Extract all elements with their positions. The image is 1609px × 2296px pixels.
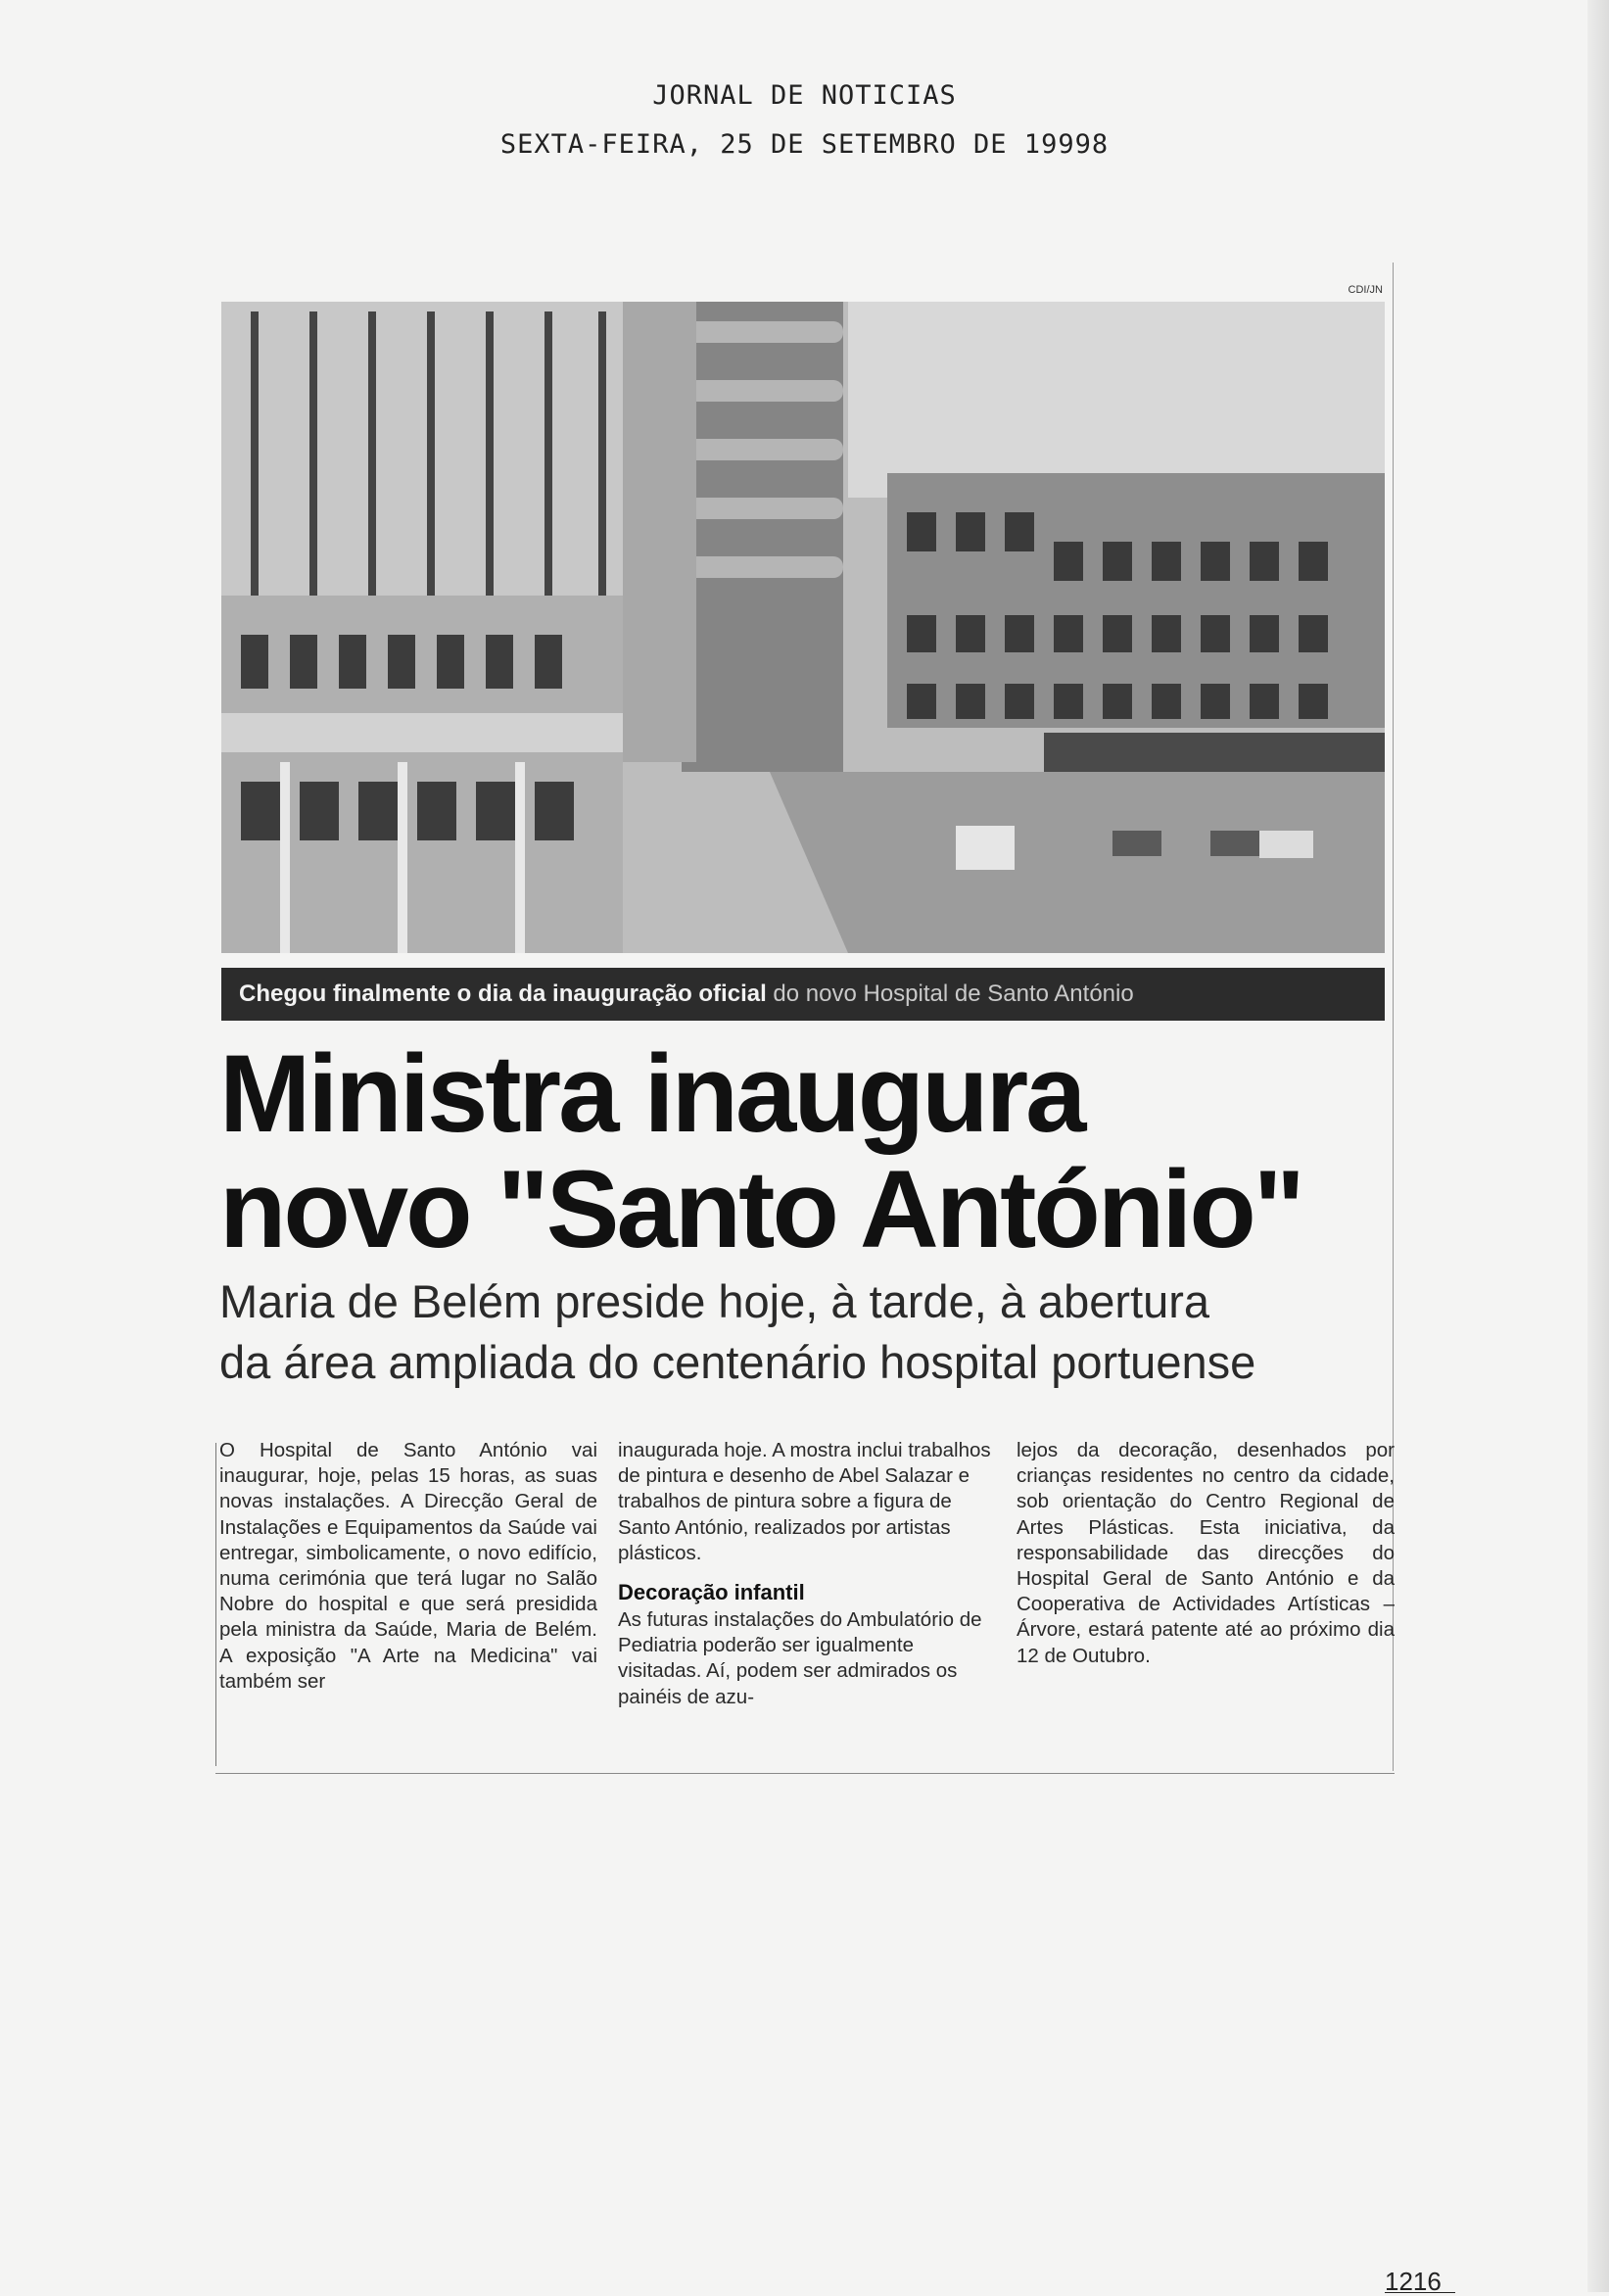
caption-bold: Chegou finalmente o dia da inauguração oficial xyxy=(239,981,767,1007)
publication-date: SEXTA-FEIRA, 25 DE SETEMBRO DE 19998 xyxy=(499,129,1110,160)
article-column-1 xyxy=(219,1438,597,1761)
caption-regular: do novo Hospital de Santo António xyxy=(773,981,1134,1007)
article-body xyxy=(219,1438,1395,1761)
page-number: 1216 xyxy=(1385,2271,1455,2293)
headline-line-1: Ministra inaugura xyxy=(219,1032,1084,1155)
column-1-text: O Hospital de Santo António vai inaugurar, hoje, pelas 15 horas, as suas novas instalações. A Direcção Geral de Instalações e Equipamentos da Saúde vai entregar, simbolicamente, o novo edifício, numa cerimónia que terá lugar no Salão Nobre do hospital e que será presidida pela ministra da Saúde, Maria de Belém. A exposição "A Arte na Medicina" vai também ser xyxy=(219,1439,597,1693)
section-heading: Decoração infantil xyxy=(618,1580,805,1605)
scan-edge xyxy=(1587,0,1609,2292)
subheadline-line-2: da área ampliada do centenário hospital portuense xyxy=(219,1336,1256,1388)
column-3-text: lejos da decoração, desenhados por crianças residentes no centro da cidade, sob orientação do Centro Regional de Artes Plásticas. Esta iniciativa, da responsabilidade das direcções do Hospital Geral de Santo António e da Cooperativa de Actividades Artísticas – Árvore, estará patente até ao próximo dia 12 de Outubro. xyxy=(1017,1439,1395,1667)
headline xyxy=(219,1032,1395,1270)
hospital-photo xyxy=(221,302,1385,953)
photo-caption xyxy=(221,968,1385,1021)
column-rule-left xyxy=(215,1443,216,1766)
article-column-3 xyxy=(1017,1438,1395,1761)
column-2-text: inaugurada hoje. A mostra inclui trabalhos de pintura e desenho de Abel Salazar e trabalhos de pintura sobre a figura de Santo António, realizados por artistas plásticos. xyxy=(618,1439,991,1564)
subheadline-line-1: Maria de Belém preside hoje, à tarde, à abertura xyxy=(219,1275,1210,1327)
newspaper-name: JORNAL DE NOTICIAS xyxy=(652,80,957,111)
photo-credit: CDI/JN xyxy=(1348,284,1383,296)
headline-line-2: novo "Santo António" xyxy=(219,1148,1302,1270)
article-column-2 xyxy=(618,1438,996,1761)
clipping-edge-bottom xyxy=(215,1773,1395,1774)
newspaper-clipping xyxy=(219,263,1395,1776)
column-2-text-after: As futuras instalações do Ambulatório de Pediatria poderão ser igualmente visitadas. Aí, podem ser admirados os painéis de azu- xyxy=(618,1608,982,1708)
subheadline xyxy=(219,1271,1395,1393)
